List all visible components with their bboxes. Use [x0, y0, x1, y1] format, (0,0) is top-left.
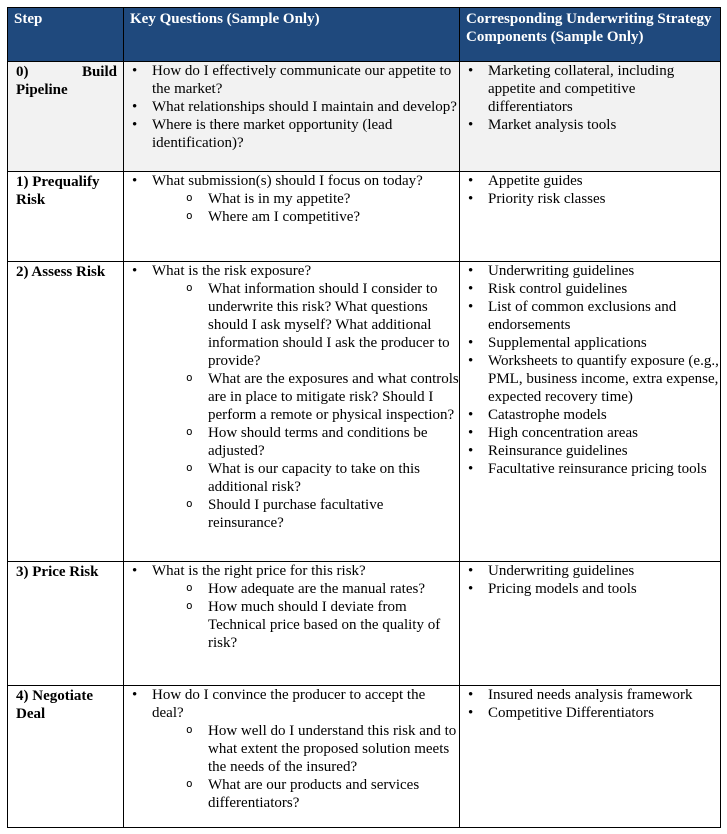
components-cell: [460, 262, 721, 562]
components-cell: [460, 172, 721, 262]
header-key-questions: Key Questions (Sample Only): [124, 8, 460, 62]
question-item: • What relationships should I maintain and develop?: [124, 98, 459, 116]
underwriting-strategy-table: [7, 7, 721, 828]
component-item: • Competitive Differentiators: [460, 704, 720, 722]
header-components: Corresponding Underwriting Strategy Components (Sample Only): [460, 8, 721, 62]
sub-question-item: o What is in my appetite?: [152, 190, 459, 208]
sub-question-item: o What information should I consider to underwrite this risk? What questions should I ask myself? What additional information should I ask the producer to provide?: [152, 280, 459, 370]
sub-question-item: o How well do I understand this risk and to what extent the proposed solution meets the needs of the insured?: [152, 722, 459, 776]
step-cell: 1) Prequalify Risk: [8, 172, 124, 262]
component-item: • High concentration areas: [460, 424, 720, 442]
component-item: • Insured needs analysis framework: [460, 686, 720, 704]
sub-question-item: o How adequate are the manual rates?: [152, 580, 459, 598]
component-item: • Underwriting guidelines: [460, 262, 720, 280]
component-item: • Priority risk classes: [460, 190, 720, 208]
components-cell: [460, 562, 721, 686]
component-item: • Risk control guidelines: [460, 280, 720, 298]
question-item: • Where is there market opportunity (lead identification)?: [124, 116, 459, 152]
component-item: • Pricing models and tools: [460, 580, 720, 598]
component-item: • Appetite guides: [460, 172, 720, 190]
questions-cell: [124, 262, 460, 562]
step-cell: 3) Price Risk: [8, 562, 124, 686]
question-item: [124, 562, 459, 652]
component-item: • Worksheets to quantify exposure (e.g., PML, business income, extra expense, expected recovery time): [460, 352, 720, 406]
questions-cell: [124, 62, 460, 172]
step-cell: 0) Build Pipeline: [8, 62, 124, 172]
table-row: [8, 172, 721, 262]
questions-cell: [124, 562, 460, 686]
question-item: [124, 172, 459, 226]
sub-question-item: o How should terms and conditions be adjusted?: [152, 424, 459, 460]
step-cell: 2) Assess Risk: [8, 262, 124, 562]
header-step: Step: [8, 8, 124, 62]
table-row: [8, 686, 721, 828]
questions-cell: [124, 172, 460, 262]
components-cell: [460, 62, 721, 172]
table-row: [8, 262, 721, 562]
sub-question-item: o What is our capacity to take on this additional risk?: [152, 460, 459, 496]
question-text: How do I convince the producer to accept the deal?: [152, 687, 426, 721]
table-row: [8, 62, 721, 172]
sub-question-item: o Should I purchase facultative reinsurance?: [152, 496, 459, 532]
component-item: • Marketing collateral, including appetite and competitive differentiators: [460, 62, 720, 116]
component-item: • Facultative reinsurance pricing tools: [460, 460, 720, 478]
question-text: What submission(s) should I focus on today?: [152, 173, 423, 189]
table-row: [8, 562, 721, 686]
component-item: • List of common exclusions and endorsements: [460, 298, 720, 334]
component-item: • Reinsurance guidelines: [460, 442, 720, 460]
question-text: What is the right price for this risk?: [152, 563, 366, 579]
component-item: • Market analysis tools: [460, 116, 720, 134]
question-item: [124, 686, 459, 812]
table-header-row: [8, 8, 721, 62]
questions-cell: [124, 686, 460, 828]
components-cell: [460, 686, 721, 828]
sub-question-item: o Where am I competitive?: [152, 208, 459, 226]
component-item: • Supplemental applications: [460, 334, 720, 352]
sub-question-item: o What are our products and services differentiators?: [152, 776, 459, 812]
question-item: [124, 262, 459, 532]
question-text: What is the risk exposure?: [152, 263, 312, 279]
question-item: • How do I effectively communicate our appetite to the market?: [124, 62, 459, 98]
component-item: • Underwriting guidelines: [460, 562, 720, 580]
sub-question-item: o What are the exposures and what controls are in place to mitigate risk? Should I perform a remote or physical inspection?: [152, 370, 459, 424]
sub-question-item: o How much should I deviate from Technical price based on the quality of risk?: [152, 598, 459, 652]
step-cell: 4) Negotiate Deal: [8, 686, 124, 828]
component-item: • Catastrophe models: [460, 406, 720, 424]
